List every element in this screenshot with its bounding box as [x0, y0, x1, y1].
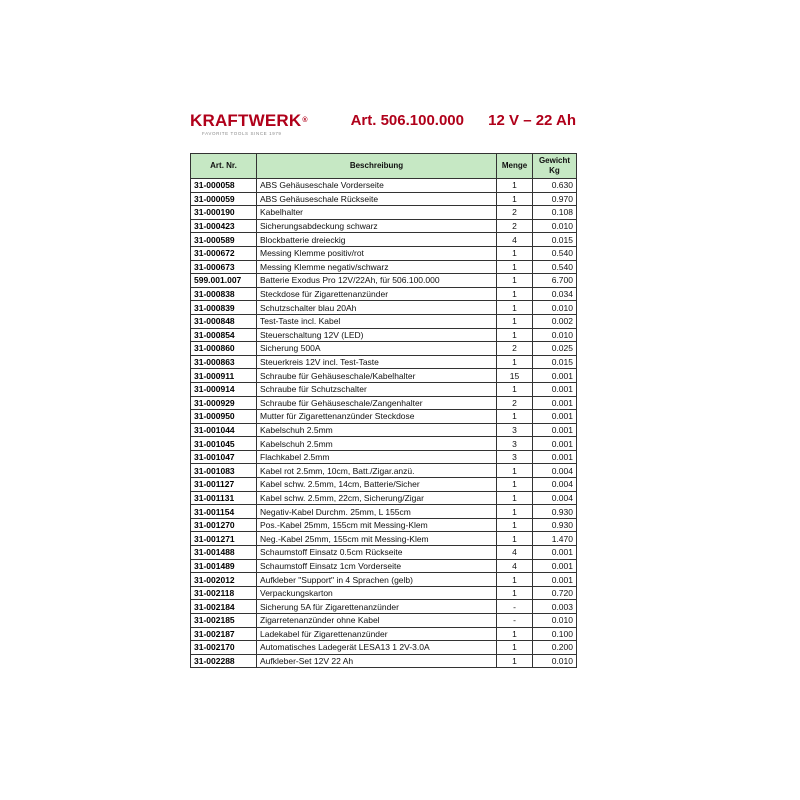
- quantity-cell: 1: [497, 410, 533, 424]
- article-number-cell: 31-002288: [191, 654, 257, 668]
- description-cell: Sicherung 5A für Zigarettenanzünder: [257, 600, 497, 614]
- article-number-cell: 31-002187: [191, 627, 257, 641]
- description-cell: Kabel rot 2.5mm, 10cm, Batt./Zigar.anzü.: [257, 464, 497, 478]
- description-cell: Aufkleber "Support" in 4 Sprachen (gelb): [257, 573, 497, 587]
- weight-cell: 0.001: [533, 546, 577, 560]
- table-row: [191, 586, 577, 600]
- quantity-cell: 1: [497, 260, 533, 274]
- table-row: [191, 382, 577, 396]
- quantity-cell: 1: [497, 654, 533, 668]
- article-number-cell: 31-001131: [191, 491, 257, 505]
- weight-cell: 0.001: [533, 437, 577, 451]
- article-number-cell: 31-002012: [191, 573, 257, 587]
- registered-mark: ®: [302, 117, 308, 124]
- table-row: [191, 219, 577, 233]
- weight-cell: 0.540: [533, 260, 577, 274]
- weight-cell: 0.630: [533, 179, 577, 193]
- column-header-quantity: Menge: [497, 154, 533, 179]
- description-cell: Kabelhalter: [257, 206, 497, 220]
- quantity-cell: 1: [497, 287, 533, 301]
- weight-cell: 0.010: [533, 328, 577, 342]
- column-header-art-nr: Art. Nr.: [191, 154, 257, 179]
- description-cell: Sicherung 500A: [257, 342, 497, 356]
- quantity-cell: 1: [497, 382, 533, 396]
- weight-cell: 0.004: [533, 464, 577, 478]
- quantity-cell: 1: [497, 301, 533, 315]
- article-number-cell: 31-001271: [191, 532, 257, 546]
- quantity-cell: 3: [497, 450, 533, 464]
- article-number-cell: 31-000673: [191, 260, 257, 274]
- description-cell: Aufkleber-Set 12V 22 Ah: [257, 654, 497, 668]
- weight-cell: 0.001: [533, 369, 577, 383]
- table-row: [191, 246, 577, 260]
- quantity-cell: 1: [497, 532, 533, 546]
- column-header-weight: Gewicht Kg: [533, 154, 577, 179]
- description-cell: Flachkabel 2.5mm: [257, 450, 497, 464]
- description-cell: Ladekabel für Zigarettenanzünder: [257, 627, 497, 641]
- quantity-cell: -: [497, 614, 533, 628]
- description-cell: ABS Gehäuseschale Vorderseite: [257, 179, 497, 193]
- weight-cell: 0.930: [533, 505, 577, 519]
- weight-cell: 0.010: [533, 219, 577, 233]
- article-number-cell: 31-000589: [191, 233, 257, 247]
- weight-cell: 0.970: [533, 192, 577, 206]
- weight-cell: 6.700: [533, 274, 577, 288]
- quantity-cell: 1: [497, 491, 533, 505]
- quantity-cell: 1: [497, 328, 533, 342]
- quantity-cell: 1: [497, 641, 533, 655]
- table-row: [191, 287, 577, 301]
- table-row: [191, 410, 577, 424]
- article-number-cell: 31-001488: [191, 546, 257, 560]
- article-number-cell: 31-000860: [191, 342, 257, 356]
- weight-cell: 0.015: [533, 233, 577, 247]
- description-cell: Kabel schw. 2.5mm, 22cm, Sicherung/Zigar: [257, 491, 497, 505]
- quantity-cell: 1: [497, 573, 533, 587]
- quantity-cell: 2: [497, 219, 533, 233]
- weight-cell: 1.470: [533, 532, 577, 546]
- table-body: [191, 179, 577, 668]
- table-row: [191, 396, 577, 410]
- description-cell: Neg.-Kabel 25mm, 155cm mit Messing-Klem: [257, 532, 497, 546]
- description-cell: Blockbatterie dreieckig: [257, 233, 497, 247]
- table-row: [191, 600, 577, 614]
- table-row: [191, 546, 577, 560]
- table-row: [191, 423, 577, 437]
- table-row: [191, 559, 577, 573]
- column-header-description: Beschreibung: [257, 154, 497, 179]
- description-cell: Mutter für Zigarettenanzünder Steckdose: [257, 410, 497, 424]
- quantity-cell: 2: [497, 396, 533, 410]
- weight-cell: 0.930: [533, 518, 577, 532]
- description-cell: Schraube für Schutzschalter: [257, 382, 497, 396]
- weight-cell: 0.200: [533, 641, 577, 655]
- table-row: [191, 478, 577, 492]
- table-row: [191, 437, 577, 451]
- description-cell: Messing Klemme negativ/schwarz: [257, 260, 497, 274]
- article-number-cell: 31-001047: [191, 450, 257, 464]
- quantity-cell: 3: [497, 437, 533, 451]
- description-cell: Test-Taste incl. Kabel: [257, 314, 497, 328]
- table-row: [191, 464, 577, 478]
- quantity-cell: 1: [497, 355, 533, 369]
- quantity-cell: 4: [497, 233, 533, 247]
- article-number-cell: 31-001127: [191, 478, 257, 492]
- table-row: [191, 573, 577, 587]
- weight-cell: 0.004: [533, 491, 577, 505]
- document-header: [190, 112, 576, 146]
- article-number-cell: 31-000672: [191, 246, 257, 260]
- article-number-cell: 31-001044: [191, 423, 257, 437]
- table-row: [191, 369, 577, 383]
- weight-cell: 0.010: [533, 654, 577, 668]
- quantity-cell: -: [497, 600, 533, 614]
- quantity-cell: 4: [497, 546, 533, 560]
- brand-tagline: FAVORITE TOOLS SINCE 1979: [202, 131, 282, 136]
- article-number-cell: 31-000423: [191, 219, 257, 233]
- article-number-cell: 31-000838: [191, 287, 257, 301]
- table-row: [191, 518, 577, 532]
- weight-cell: 0.001: [533, 423, 577, 437]
- article-number-cell: 31-002170: [191, 641, 257, 655]
- quantity-cell: 1: [497, 627, 533, 641]
- table-row: [191, 654, 577, 668]
- article-number: Art. 506.100.000: [350, 112, 464, 129]
- table-header: [191, 154, 577, 179]
- description-cell: Batterie Exodus Pro 12V/22Ah, für 506.100.000: [257, 274, 497, 288]
- table-row: [191, 301, 577, 315]
- description-cell: Schutzschalter blau 20Ah: [257, 301, 497, 315]
- table-row: [191, 206, 577, 220]
- table-row: [191, 505, 577, 519]
- table-row: [191, 491, 577, 505]
- description-cell: Verpackungskarton: [257, 586, 497, 600]
- article-number-cell: 31-000911: [191, 369, 257, 383]
- weight-cell: 0.025: [533, 342, 577, 356]
- weight-cell: 0.720: [533, 586, 577, 600]
- article-number-cell: 31-000854: [191, 328, 257, 342]
- quantity-cell: 1: [497, 464, 533, 478]
- weight-cell: 0.001: [533, 382, 577, 396]
- weight-cell: 0.002: [533, 314, 577, 328]
- table-row: [191, 450, 577, 464]
- parts-table: [190, 153, 577, 668]
- table-row: [191, 192, 577, 206]
- article-number-cell: 31-002184: [191, 600, 257, 614]
- article-number-cell: 31-000863: [191, 355, 257, 369]
- quantity-cell: 4: [497, 559, 533, 573]
- weight-cell: 0.001: [533, 573, 577, 587]
- description-cell: Schraube für Gehäuseschale/Zangenhalter: [257, 396, 497, 410]
- description-cell: Schraube für Gehäuseschale/Kabelhalter: [257, 369, 497, 383]
- table-row: [191, 532, 577, 546]
- table-row: [191, 328, 577, 342]
- description-cell: ABS Gehäuseschale Rückseite: [257, 192, 497, 206]
- quantity-cell: 2: [497, 206, 533, 220]
- weight-cell: 0.015: [533, 355, 577, 369]
- quantity-cell: 3: [497, 423, 533, 437]
- kraftwerk-logo: [190, 112, 308, 136]
- article-number-cell: 31-000950: [191, 410, 257, 424]
- article-number-cell: 599.001.007: [191, 274, 257, 288]
- article-number-cell: 31-001045: [191, 437, 257, 451]
- description-cell: Zigarretenanzünder ohne Kabel: [257, 614, 497, 628]
- article-number-cell: 31-001489: [191, 559, 257, 573]
- brand-name: KRAFTWERK®: [190, 111, 308, 130]
- weight-cell: 0.010: [533, 614, 577, 628]
- weight-cell: 0.001: [533, 559, 577, 573]
- table-row: [191, 627, 577, 641]
- table-row: [191, 314, 577, 328]
- table-row: [191, 342, 577, 356]
- article-number-cell: 31-001270: [191, 518, 257, 532]
- description-cell: Pos.-Kabel 25mm, 155cm mit Messing-Klem: [257, 518, 497, 532]
- weight-cell: 0.003: [533, 600, 577, 614]
- article-number-cell: 31-000914: [191, 382, 257, 396]
- weight-cell: 0.100: [533, 627, 577, 641]
- article-number-cell: 31-000929: [191, 396, 257, 410]
- article-number-cell: 31-001154: [191, 505, 257, 519]
- weight-cell: 0.540: [533, 246, 577, 260]
- description-cell: Kabelschuh 2.5mm: [257, 437, 497, 451]
- article-number-cell: 31-000059: [191, 192, 257, 206]
- weight-cell: 0.001: [533, 450, 577, 464]
- table-row: [191, 260, 577, 274]
- description-cell: Steuerschaltung 12V (LED): [257, 328, 497, 342]
- article-number-cell: 31-002185: [191, 614, 257, 628]
- weight-cell: 0.108: [533, 206, 577, 220]
- description-cell: Negativ-Kabel Durchm. 25mm, L 155cm: [257, 505, 497, 519]
- weight-cell: 0.034: [533, 287, 577, 301]
- table-row: [191, 274, 577, 288]
- article-number-cell: 31-001083: [191, 464, 257, 478]
- description-cell: Kabelschuh 2.5mm: [257, 423, 497, 437]
- article-number-cell: 31-000190: [191, 206, 257, 220]
- description-cell: Messing Klemme positiv/rot: [257, 246, 497, 260]
- document-title: [351, 112, 576, 130]
- quantity-cell: 1: [497, 586, 533, 600]
- table-row: [191, 641, 577, 655]
- quantity-cell: 1: [497, 518, 533, 532]
- weight-cell: 0.010: [533, 301, 577, 315]
- description-cell: Steckdose für Zigarettenanzünder: [257, 287, 497, 301]
- quantity-cell: 1: [497, 505, 533, 519]
- weight-cell: 0.001: [533, 396, 577, 410]
- table-row: [191, 179, 577, 193]
- article-number-cell: 31-000848: [191, 314, 257, 328]
- table-row: [191, 614, 577, 628]
- article-number-cell: 31-000839: [191, 301, 257, 315]
- quantity-cell: 15: [497, 369, 533, 383]
- quantity-cell: 1: [497, 478, 533, 492]
- description-cell: Schaumstoff Einsatz 0.5cm Rückseite: [257, 546, 497, 560]
- description-cell: Sicherungsabdeckung schwarz: [257, 219, 497, 233]
- article-number-cell: 31-000058: [191, 179, 257, 193]
- quantity-cell: 1: [497, 192, 533, 206]
- description-cell: Schaumstoff Einsatz 1cm Vorderseite: [257, 559, 497, 573]
- quantity-cell: 2: [497, 342, 533, 356]
- weight-cell: 0.001: [533, 410, 577, 424]
- table-row: [191, 233, 577, 247]
- quantity-cell: 1: [497, 179, 533, 193]
- article-number-cell: 31-002118: [191, 586, 257, 600]
- quantity-cell: 1: [497, 274, 533, 288]
- table-row: [191, 355, 577, 369]
- weight-cell: 0.004: [533, 478, 577, 492]
- description-cell: Steuerkreis 12V incl. Test-Taste: [257, 355, 497, 369]
- quantity-cell: 1: [497, 246, 533, 260]
- quantity-cell: 1: [497, 314, 533, 328]
- battery-spec: 12 V – 22 Ah: [488, 112, 576, 129]
- description-cell: Automatisches Ladegerät LESA13 1 2V-3.0A: [257, 641, 497, 655]
- description-cell: Kabel schw. 2.5mm, 14cm, Batterie/Sicher: [257, 478, 497, 492]
